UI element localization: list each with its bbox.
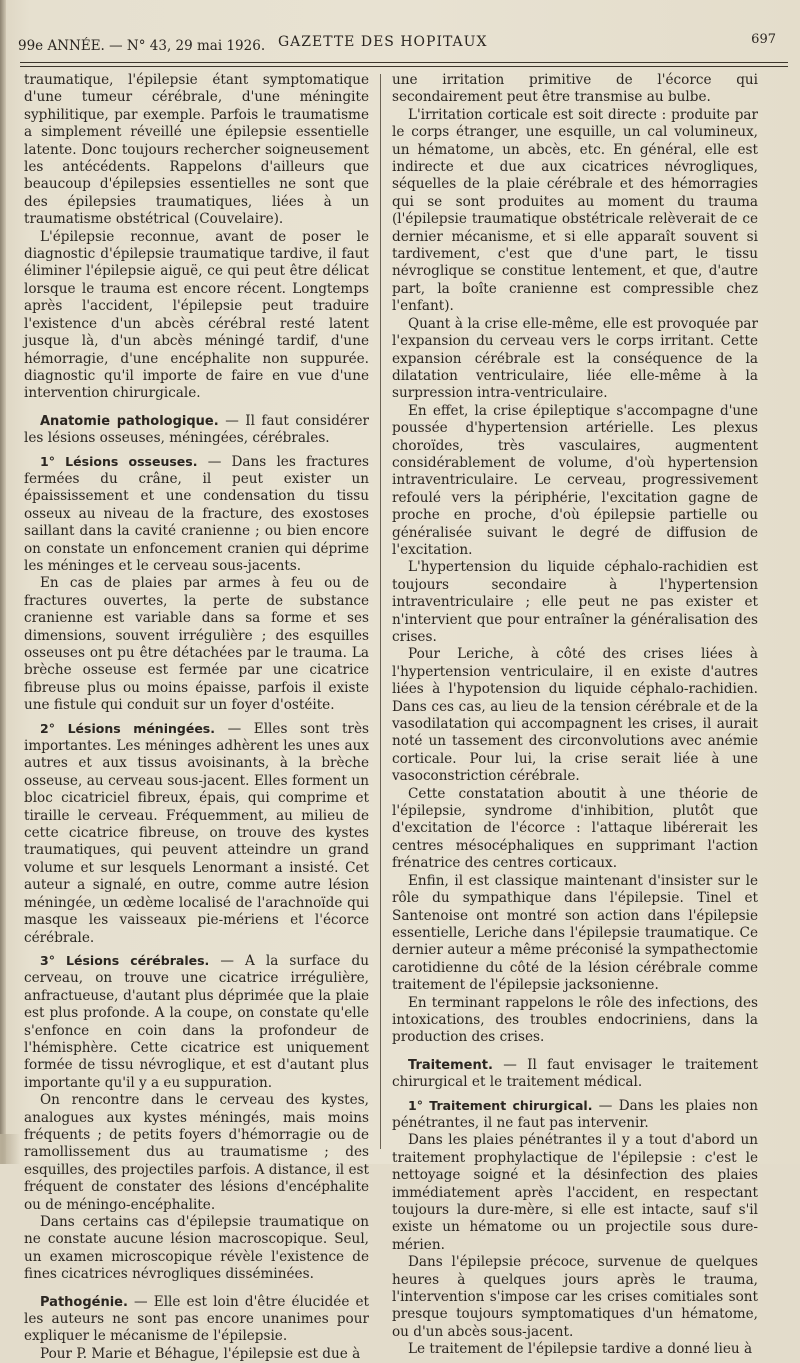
body-paragraph: L'hypertension du liquide céphalo-rachidien est toujours secondaire à l'hypertension intraventriculaire ; elle peut ne pas exister et n'intervient que pour entraîner la généralisation des crises. <box>392 559 758 645</box>
page-edge-shadow <box>0 0 6 1164</box>
page-corner-shadow <box>0 1134 20 1164</box>
subsection-paragraph <box>24 720 369 947</box>
subsection-paragraph <box>24 952 369 1092</box>
header-rule-bottom <box>20 66 788 67</box>
body-paragraph: En effet, la crise épileptique s'accompagne d'une poussée d'hypertension artérielle. Les plexus choroïdes, très vasculaires, augmentent considérablement de volume, d'où hypertension intraventriculaire. Le cerveau, progressivement refoulé vers la périphérie, l'excitation gagne de proche en proche, d'où épilepsie partielle ou généralisée suivant le degré de diffusion de l'excitation. <box>392 402 758 558</box>
body-paragraph: On rencontre dans le cerveau des kystes, analogues aux kystes méningés, mais moins fréquents ; de petits foyers d'hémorragie ou de ramollissement dus au traumatisme ; des esquilles, des projectiles parfois. A distance, il est fréquent de constater des lésions d'encéphalite ou de méningo-encéphalite. <box>24 1092 369 1213</box>
body-paragraph: Dans certains cas d'épilepsie traumatique on ne constate aucune lésion macroscopique. Seul, un examen microscopique révèle l'existence de fines cicatrices névrogliques disséminées. <box>24 1214 369 1283</box>
body-paragraph: L'irritation corticale est soit directe : produite par le corps étranger, une esquille, un cal volumineux, un hématome, un abcès, etc. En général, elle est indirecte et due aux cicatrices névrogliques, séquelles de la plaie cérébrale et des hémorragies qui se sont produites au moment du trauma (l'épilepsie traumatique obstétricale relèverait de ce dernier mécanisme, et si elle apparaît souvent si tardivement, c'est que d'une part, le tissu névroglique se constitue lentement, et que, d'autre part, la boîte cranienne est compressible chez l'enfant). <box>392 106 758 315</box>
left-column <box>24 72 370 1362</box>
body-paragraph: Pour P. Marie et Béhague, l'épilepsie est due à <box>40 1345 361 1362</box>
body-paragraph: Pour Leriche, à côté des crises liées à l'hypertension ventriculaire, il en existe d'autres liées à l'hypotension du liquide céphalo-rachidien. Dans ces cas, au lieu de la tension cérébrale et de la vasodilatation qui accompagnent les crises, il aurait noté un tassement des circonvolutions avec anémie corticale. Pour lui, la crise serait liée à une vasoconstriction cérébrale. <box>392 646 758 785</box>
subsection-heading: 1° Lésions osseuses. <box>40 453 198 469</box>
paragraph-text: — Dans les fractures fermées du crâne, il peut exister un épaississement et une condensation du tissu osseux au niveau de la fracture, des exostoses saillant dans la cavité cranienne ; ou bien encore on constate un enfoncement cranien qui déprime les méninges et le cerveau sous-jacents. <box>24 453 370 574</box>
paragraph-text: — Il faut envisager le traitement chirurgical et le traitement médical. <box>392 1056 758 1091</box>
body-paragraph: une irritation primitive de l'écorce qui secondairement peut être transmise au bulbe. <box>392 72 758 106</box>
body-paragraph: En terminant rappelons le rôle des infections, des intoxications, des troubles endocriniens, dans la production des crises. <box>392 994 758 1046</box>
paragraph-text: — Il faut considérer les lésions osseuses, méningées, cérébrales. <box>24 412 369 447</box>
body-paragraph: traumatique, l'épilepsie étant symptomatique d'une tumeur cérébrale, d'une méningite syphilitique, par exemple. Parfois le traumatisme a simplement réveillé une épilepsie essentielle latente. Donc toujours rechercher soigneusement les antécédents. Rappelons d'ailleurs que beaucoup d'épilepsies essentielles ne sont que des épilepsies traumatiques, liées à un traumatisme obstétrical (Couvelaire). <box>24 72 369 228</box>
subsection-heading: 2° Lésions méningées. <box>40 720 215 736</box>
journal-title: GAZETTE DES HOPITAUX <box>278 34 488 50</box>
right-column <box>392 72 758 1358</box>
paragraph-text: — Dans les plaies non pénétrantes, il ne faut pas intervenir. <box>392 1097 758 1131</box>
paragraph-text: — Elle est loin d'être élucidée et les auteurs ne sont pas encore unanimes pour expliquer le mécanisme de l'épilepsie. <box>24 1293 369 1345</box>
page-header <box>18 30 788 60</box>
column-divider <box>380 74 381 1149</box>
body-paragraph: Dans les plaies pénétrantes il y a tout d'abord un traitement prophylactique de l'épilepsie : c'est le nettoyage soigné et la désinfection des plaies immédiatement après l'accident, en respectant toujours la dure-mère, si elle est intacte, sauf s'il existe un hématome ou un projectile sous dure-mérien. <box>392 1132 758 1253</box>
paragraph-text: — Elles sont très importantes. Les méninges adhèrent les unes aux autres et aux tissus avoisinants, à la brèche osseuse, au cerveau sous-jacent. Elles forment un bloc cicatriciel fibreux, épais, qui comprime et tiraille le cerveau. Fréquemment, au milieu de cette cicatrice fibreuse, on trouve des kystes traumatiques, qui peuvent atteindre un grand volume et sur lesquels Lenormant a insisté. Cet auteur a signalé, en outre, comme autre lésion méningée, un œdème localisé de l'arachnoïde qui masque les vaisseaux pie-mériens et l'écorce cérébrale. <box>24 720 369 946</box>
section-gap <box>24 403 369 413</box>
section-heading: Traitement. <box>408 1057 493 1073</box>
issue-info: 99e ANNÉE. — N° 43, 29 mai 1926. <box>18 38 266 54</box>
subsection-paragraph <box>392 1097 758 1133</box>
subsection-heading: 3° Lésions cérébrales. <box>40 952 210 968</box>
body-paragraph: Enfin, il est classique maintenant d'insister sur le rôle du sympathique dans l'épilepsie. Tinel et Santenoise ont montré son action dans l'épilepsie essentielle, Leriche dans l'épilepsie traumatique. Ce dernier auteur a même préconisé la sympathectomie carotidienne du côté de la lésion cérébrale comme traitement de l'épilepsie jacksonienne. <box>392 872 758 994</box>
section-heading: Pathogénie. <box>40 1294 128 1310</box>
body-paragraph: Cette constatation aboutit à une théorie de l'épilepsie, syndrome d'inhibition, plutôt que d'excitation de l'écorce : l'attaque libérerait les centres mésocéphaliques en supprimant l'action frénatrice des centres corticaux. <box>392 785 758 872</box>
section-heading: Anatomie pathologique. <box>40 413 219 429</box>
body-paragraph: Quant à la crise elle-même, elle est provoquée par l'expansion du cerveau vers le corps irritant. Cette expansion cérébrale est la conséquence de la dilatation ventriculaire, liée elle-même à la surpression intra-ventriculaire. <box>392 315 758 402</box>
body-paragraph: En cas de plaies par armes à feu ou de fractures ouvertes, la perte de substance cranienne est variable dans sa forme et ses dimensions, souvent irrégulière ; des esquilles osseuses ont pu être détachées par le trauma. La brèche osseuse est fermée par une cicatrice fibreuse plus ou moins épaisse, parfois il existe une fistule qui conduit sur un foyer d'ostéite. <box>24 575 369 714</box>
section-paragraph <box>392 1057 758 1092</box>
section-gap <box>24 1284 369 1294</box>
body-paragraph: L'épilepsie reconnue, avant de poser le diagnostic d'épilepsie traumatique tardive, il faut éliminer l'épilepsie aiguë, ce qui peut être délicat lorsque le trauma est encore récent. Longtemps après l'accident, l'épilepsie peut traduire l'existence d'un abcès cérébral resté latent jusque là, d'un abcès méningé tardif, d'une hémorragie, d'une encéphalite non suppurée. diagnostic qu'il importe de faire en vue d'une intervention chirurgicale. <box>24 228 369 402</box>
subsection-paragraph <box>24 453 369 576</box>
body-paragraph: Dans l'épilepsie précoce, survenue de quelques heures à quelques jours après le trauma, l'intervention s'impose car les crises comitiales sont presque toujours symptomatiques d'un hématome, ou d'un abcès sous-jacent. <box>392 1254 758 1340</box>
section-paragraph <box>24 1294 369 1346</box>
page-number: 697 <box>751 32 776 47</box>
body-paragraph: Le traitement de l'épilepsie tardive a donné lieu à <box>408 1341 753 1358</box>
header-rule-top <box>20 62 788 63</box>
section-paragraph <box>24 413 369 448</box>
subsection-heading: 1° Traitement chirurgical. <box>408 1097 593 1113</box>
section-gap <box>392 1047 758 1057</box>
paragraph-text: — A la surface du cerveau, on trouve une cicatrice irrégulière, anfractueuse, d'autant plus déprimée que la plaie est plus profonde. A la coupe, on constate qu'elle s'enfonce en coin dans la profondeur de l'hémisphère. Cette cicatrice est uniquement formée de tissu névroglique, et est d'autant plus importante qu'il y a eu suppuration. <box>24 952 369 1091</box>
